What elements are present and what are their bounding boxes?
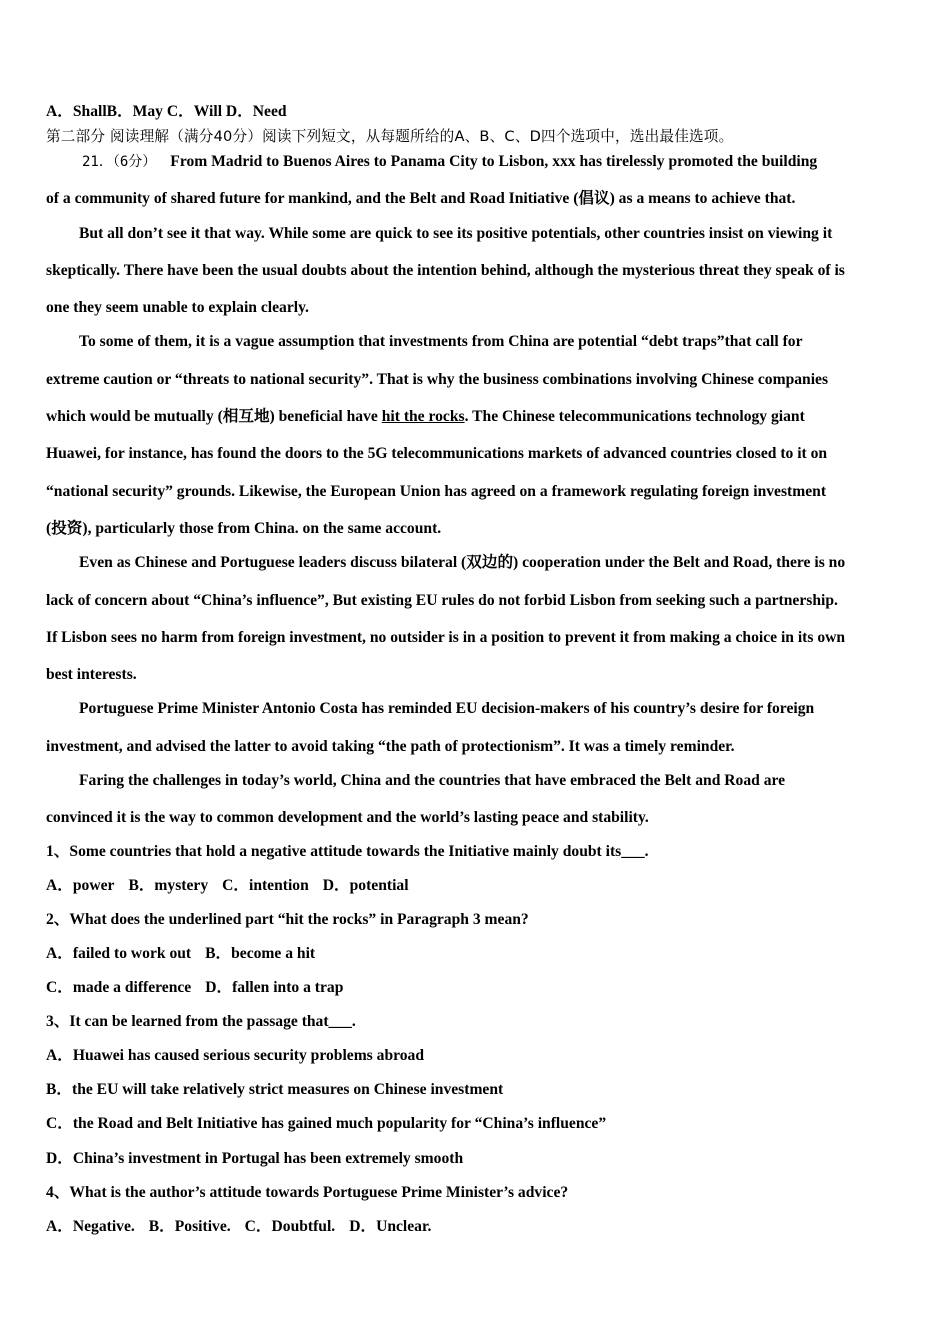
paragraph-line: one they seem unable to explain clearly. [46,299,309,316]
paragraph-line: Faring the challenges in today’s world, China and the countries that have embraced the Belt and Road are [79,772,786,789]
paragraph-line: Huawei, for instance, has found the doors to the 5G telecommunications markets of advanced countries closed to it on [46,445,828,462]
option-b: B．become a hit [205,945,316,962]
question-number: 21．（6分） [82,154,157,170]
option-row [46,944,315,964]
option-a: A．Negative. [46,1218,135,1235]
option-c: C．Doubtful. [244,1218,336,1235]
option-b: B．Positive. [148,1218,231,1235]
paragraph-line: skeptically. There have been the usual doubts about the intention behind, although the mysterious threat they speak of is [46,262,845,279]
paragraph-line: convinced it is the way to common development and the world’s lasting peace and stability. [46,809,649,826]
option-c: C．intention [222,877,309,894]
option-c: C．made a difference [46,979,192,996]
paragraph-line: But all don’t see it that way. While some are quick to see its positive potentials, other countries insist on viewing it [79,225,833,242]
paragraph-line: extreme caution or “threats to national security”. That is why the business combinations involving Chinese companies [46,371,829,388]
paragraph-line: To some of them, it is a vague assumption that investments from China are potential “debt traps”that call for [79,333,803,350]
option-a: A．Huawei has caused serious security problems abroad [46,1047,425,1064]
option-b: B．mystery [128,877,209,894]
passage-first-line [82,152,817,172]
question-stem: 3、It can be learned from the passage that___. [46,1013,356,1030]
underlined-phrase: hit the rocks [381,408,465,425]
paragraph-line: Portuguese Prime Minister Antonio Costa has reminded EU decision-makers of his country’s desire for foreign [79,700,815,717]
paragraph-line: of a community of shared future for mankind, and the Belt and Road Initiative (倡议) as a means to achieve that. [46,190,796,207]
question-stem: 1、Some countries that hold a negative attitude towards the Initiative mainly doubt its___. [46,843,649,860]
paragraph-line: investment, and advised the latter to avoid taking “the path of protectionism”. It was a timely reminder. [46,738,735,755]
option-row [46,876,409,896]
paragraph-line: lack of concern about “China’s influence”, But existing EU rules do not forbid Lisbon from seeking such a partnership. [46,592,838,609]
paragraph-line: If Lisbon sees no harm from foreign investment, no outsider is in a position to prevent it from making a choice in its own [46,629,846,646]
previous-question-options: A．ShallB．May C．Will D．Need [46,103,287,120]
option-c: C．the Road and Belt Initiative has gained much popularity for “China’s influence” [46,1115,607,1132]
option-a: A．power [46,877,115,894]
paragraph-text: . The Chinese telecommunications technology giant [464,408,805,425]
paragraph-line [46,407,805,427]
option-d: D．China’s investment in Portugal has been extremely smooth [46,1150,464,1167]
option-d: D．Unclear. [349,1218,432,1235]
paragraph-line: best interests. [46,666,137,683]
question-stem: 4、What is the author’s attitude towards Portuguese Prime Minister’s advice? [46,1184,569,1201]
paragraph-text: which would be mutually (相互地) beneficial have [46,408,382,425]
paragraph-text: From Madrid to Buenos Aires to Panama City to Lisbon, xxx has tirelessly promoted the building [170,153,818,170]
question-stem: 2、What does the underlined part “hit the rocks” in Paragraph 3 mean? [46,911,529,928]
option-a: A．failed to work out [46,945,192,962]
option-row [46,978,343,998]
option-row [46,1217,431,1237]
option-d: D．potential [322,877,409,894]
paragraph-line: “national security” grounds. Likewise, the European Union has agreed on a framework regulating foreign investment [46,483,827,500]
option-b: B．the EU will take relatively strict measures on Chinese investment [46,1081,504,1098]
section-header: 第二部分 阅读理解（满分40分）阅读下列短文，从每题所给的A、B、C、D四个选项中，选出最佳选项。 [46,128,734,145]
option-d: D．fallen into a trap [205,979,344,996]
paragraph-line: Even as Chinese and Portuguese leaders discuss bilateral (双边的) cooperation under the Belt and Road, there is no [79,554,846,571]
paragraph-line: (投资), particularly those from China. on the same account. [46,520,442,537]
